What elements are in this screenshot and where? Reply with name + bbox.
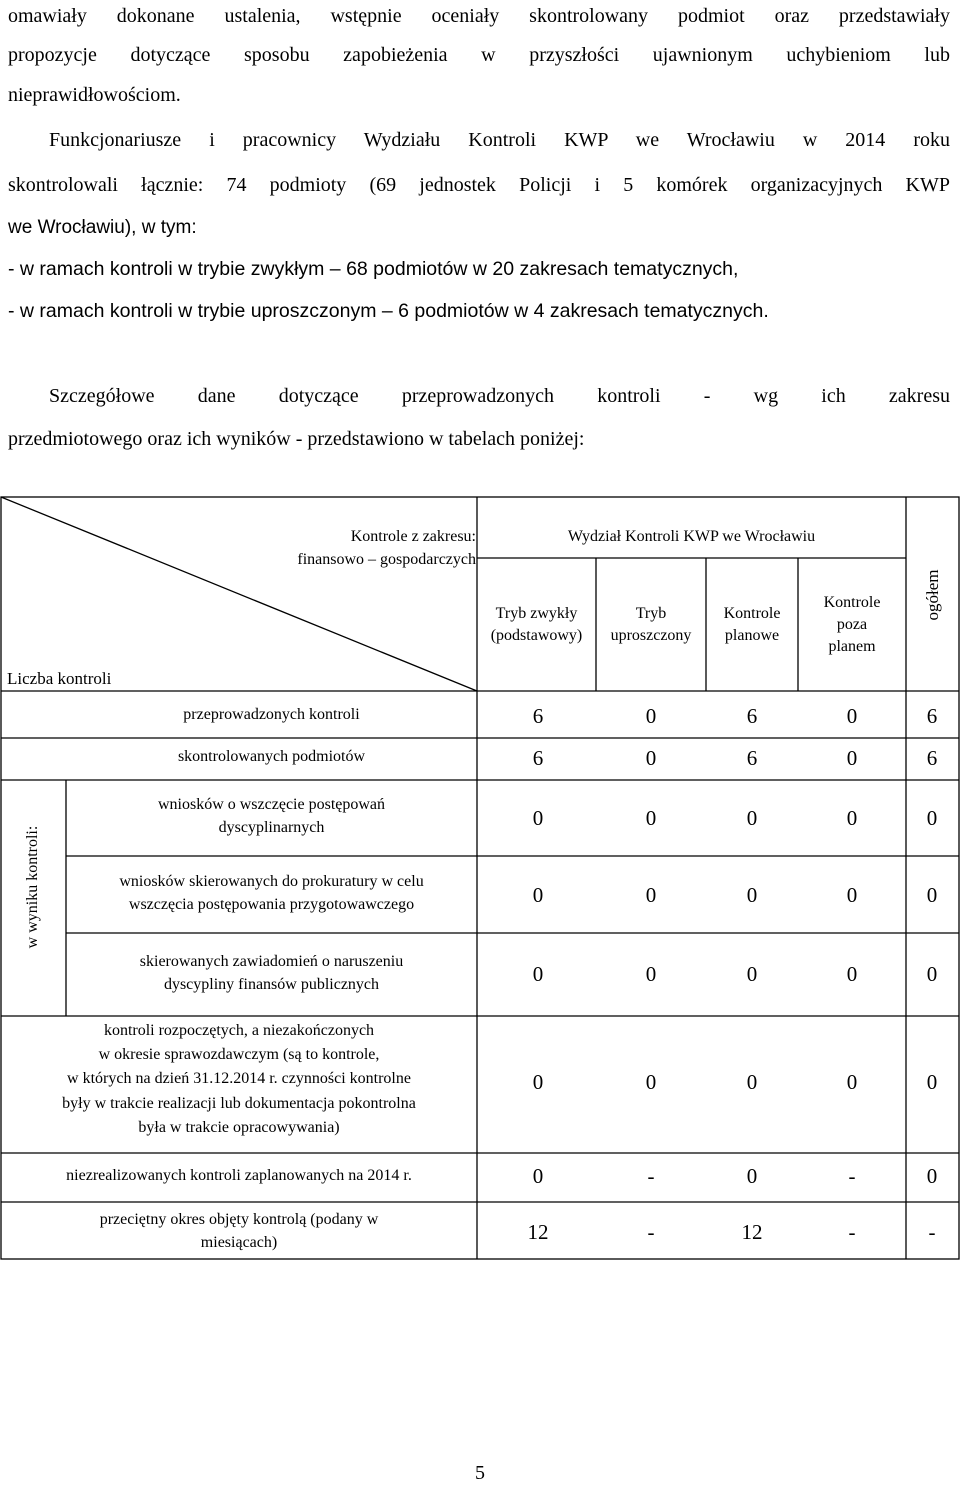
value-cell-row8-planned: 12 [741, 1220, 763, 1244]
value-cell-row6-planned: 0 [746, 1070, 758, 1094]
value-cell-row7-regular: 0 [532, 1164, 544, 1188]
value-cell-row1-total: 6 [926, 704, 938, 728]
value-cell-row7-unplanned: - [848, 1164, 856, 1188]
value-cell-row1-planned: 6 [746, 704, 758, 728]
col-header-planned-line-2: planowe [724, 627, 780, 644]
paragraph-1-line-2: propozycje dotyczące sposobu zapobieżenia w przyszłości ujawnionym uchybieniom lub [8, 44, 950, 66]
row-label-unfinished-line-2: w okresie sprawozdawczym (są to kontrole, [98, 1046, 380, 1063]
paragraph-2-line-2: skontrolowali łącznie: 74 podmioty (69 jednostek Policji i 5 komórek organizacyjnych KWP [8, 174, 950, 196]
value-cell-row1-regular: 6 [532, 704, 544, 728]
value-cell-row3-unplanned: 0 [846, 806, 858, 830]
value-cell-row5-unplanned: 0 [846, 962, 858, 986]
value-cell-row4-planned: 0 [746, 883, 758, 907]
value-cell-row2-regular: 6 [532, 746, 544, 770]
value-cell-row5-simplified: 0 [645, 962, 657, 986]
result-group-label: w wyniku kontroli: [24, 825, 41, 949]
department-header: Wydział Kontroli KWP we Wrocławiu [567, 528, 816, 545]
value-cell-row4-simplified: 0 [645, 883, 657, 907]
value-cell-row3-planned: 0 [746, 806, 758, 830]
value-cell-row7-simplified: - [647, 1164, 655, 1188]
col-header-unplanned-line-1: Kontrole [823, 594, 881, 611]
row-label-unfinished-line-5: była w trakcie opracowywania) [138, 1119, 340, 1136]
row-label-unrealized: niezrealizowanych kontroli zaplanowanych na 2014 r. [66, 1167, 412, 1184]
col-header-unplanned-line-3: planem [828, 638, 876, 655]
paragraph-2-line-3: we Wrocławiu), w tym: [8, 217, 197, 238]
col-header-unplanned-line-2: poza [836, 616, 868, 633]
value-cell-row4-total: 0 [926, 883, 938, 907]
paragraph-3-line-1: Szczegółowe dane dotyczące przeprowadzonych kontroli - wg ich zakresu [49, 385, 950, 407]
row-label-unfinished-line-3: w których na dzień 31.12.2014 r. czynności kontrolne [67, 1070, 411, 1087]
row-label-prosecution-line-1: wniosków skierowanych do prokuratury w celu [119, 873, 424, 890]
value-cell-row7-total: 0 [926, 1164, 938, 1188]
col-header-planned-line-1: Kontrole [723, 605, 781, 622]
row-label-period-line-1: przeciętny okres objęty kontrolą (podany w [99, 1211, 379, 1228]
bullet-simplified-mode: - w ramach kontroli w trybie uproszczonym – 6 podmiotów w 4 zakresach tematycznych. [8, 300, 769, 322]
paragraph-2-line-1: Funkcjonariusze i pracownicy Wydziału Kontroli KWP we Wrocławiu w 2014 roku [49, 129, 950, 151]
value-cell-row5-planned: 0 [746, 962, 758, 986]
bullet-regular-mode: - w ramach kontroli w trybie zwykłym – 68 podmiotów w 20 zakresach tematycznych, [8, 258, 739, 280]
value-cell-row3-total: 0 [926, 806, 938, 830]
row-label-finance-discipline-line-1: skierowanych zawiadomień o naruszeniu [139, 953, 404, 970]
value-cell-row3-simplified: 0 [645, 806, 657, 830]
value-cell-row8-regular: 12 [527, 1220, 549, 1244]
row-label-unfinished-line-4: były w trakcie realizacji lub dokumentacja pokontrolna [62, 1095, 416, 1112]
row-label-finance-discipline-line-2: dyscypliny finansów publicznych [163, 976, 380, 993]
col-header-regular-line-1: Tryb zwykły [495, 605, 578, 622]
value-cell-row2-simplified: 0 [645, 746, 657, 770]
corner-top-line-2: finansowo – gospodarczych [297, 551, 476, 568]
value-cell-row6-regular: 0 [532, 1070, 544, 1094]
value-cell-row1-simplified: 0 [645, 704, 657, 728]
row-label-disciplinary-line-1: wniosków o wszczęcie postępowań [157, 796, 386, 813]
value-cell-row5-regular: 0 [532, 962, 544, 986]
page-number: 5 [475, 1462, 485, 1484]
value-cell-row6-total: 0 [926, 1070, 938, 1094]
corner-bottom-label: Liczba kontroli [7, 669, 112, 688]
value-cell-row4-regular: 0 [532, 883, 544, 907]
value-cell-row8-total: - [928, 1220, 936, 1244]
value-cell-row6-unplanned: 0 [846, 1070, 858, 1094]
paragraph-3-line-2: przedmiotowego oraz ich wyników - przedstawiono w tabelach poniżej: [8, 428, 585, 450]
value-cell-row7-planned: 0 [746, 1164, 758, 1188]
value-cell-row6-simplified: 0 [645, 1070, 657, 1094]
value-cell-row8-unplanned: - [848, 1220, 856, 1244]
value-cell-row2-planned: 6 [746, 746, 758, 770]
corner-top-line-1: Kontrole z zakresu: [350, 528, 476, 545]
row-label-period-line-2: miesiącach) [200, 1234, 278, 1251]
row-label-disciplinary-line-2: dyscyplinarnych [218, 819, 325, 836]
paragraph-1-line-3: nieprawidłowościom. [8, 84, 181, 106]
value-cell-row4-unplanned: 0 [846, 883, 858, 907]
value-cell-row2-total: 6 [926, 746, 938, 770]
value-cell-row3-regular: 0 [532, 806, 544, 830]
value-cell-row1-unplanned: 0 [846, 704, 858, 728]
paragraph-1-line-1: omawiały dokonane ustalenia, wstępnie oceniały skontrolowany podmiot oraz przedstawiały [8, 5, 950, 27]
row-label-prosecution-line-2: wszczęcia postępowania przygotowawczego [128, 896, 415, 913]
total-header: ogółem [923, 569, 942, 621]
col-header-simplified-line-2: uproszczony [610, 627, 692, 644]
row-label-conducted: przeprowadzonych kontroli [183, 706, 360, 723]
col-header-simplified-line-1: Tryb [635, 605, 667, 622]
value-cell-row2-unplanned: 0 [846, 746, 858, 770]
value-cell-row5-total: 0 [926, 962, 938, 986]
row-label-entities: skontrolowanych podmiotów [177, 748, 366, 765]
col-header-regular-line-2: (podstawowy) [490, 627, 583, 644]
row-label-unfinished-line-1: kontroli rozpoczętych, a niezakończonych [103, 1022, 375, 1039]
value-cell-row8-simplified: - [647, 1220, 655, 1244]
